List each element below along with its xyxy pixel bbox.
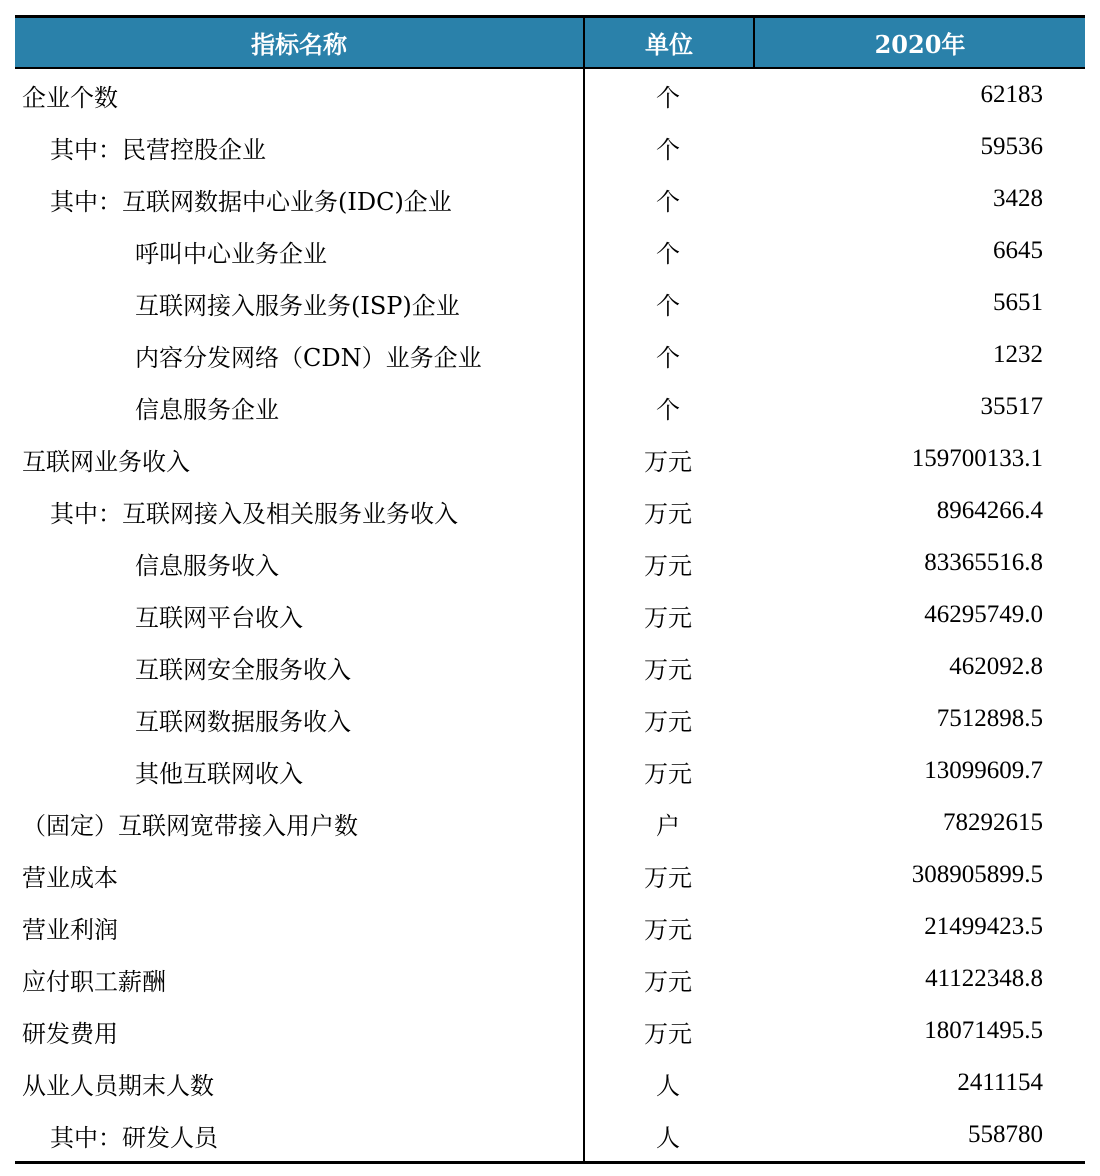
row-unit: 万元 bbox=[644, 759, 692, 788]
row-unit: 万元 bbox=[644, 707, 692, 736]
row-name: 其中：研发人员 bbox=[50, 1123, 218, 1152]
row-unit: 个 bbox=[656, 239, 680, 268]
row-unit: 户 bbox=[656, 811, 680, 840]
row-unit: 个 bbox=[656, 395, 680, 424]
row-unit: 万元 bbox=[644, 967, 692, 996]
row-value: 83365516.8 bbox=[924, 549, 1043, 576]
row-name: 营业成本 bbox=[22, 863, 118, 892]
row-name: 其中：互联网接入及相关服务业务收入 bbox=[50, 499, 458, 528]
table-header bbox=[15, 18, 1085, 67]
row-value: 8964266.4 bbox=[936, 497, 1043, 524]
table-row bbox=[15, 537, 1085, 589]
row-unit: 个 bbox=[656, 187, 680, 216]
row-name: 信息服务企业 bbox=[135, 395, 279, 424]
table-row bbox=[15, 277, 1085, 329]
row-value: 35517 bbox=[980, 393, 1043, 420]
table-row bbox=[15, 745, 1085, 797]
row-value: 41122348.8 bbox=[925, 965, 1043, 992]
table-row bbox=[15, 849, 1085, 901]
table-row bbox=[15, 381, 1085, 433]
row-value: 558780 bbox=[968, 1121, 1043, 1148]
row-unit: 万元 bbox=[644, 447, 692, 476]
row-value: 78292615 bbox=[943, 809, 1043, 836]
table-row bbox=[15, 485, 1085, 537]
table-row bbox=[15, 173, 1085, 225]
row-name: （固定）互联网宽带接入用户数 bbox=[22, 811, 358, 840]
table-row bbox=[15, 693, 1085, 745]
row-name: 互联网平台收入 bbox=[135, 603, 303, 632]
row-name: 互联网数据服务收入 bbox=[135, 707, 351, 736]
table-row bbox=[15, 901, 1085, 953]
row-name: 互联网安全服务收入 bbox=[135, 655, 351, 684]
column-divider bbox=[583, 69, 585, 1161]
row-value: 13099609.7 bbox=[924, 757, 1043, 784]
row-value: 308905899.5 bbox=[911, 861, 1043, 888]
table-row bbox=[15, 953, 1085, 1005]
row-value: 2411154 bbox=[957, 1069, 1043, 1096]
row-value: 46295749.0 bbox=[924, 601, 1043, 628]
table-row bbox=[15, 69, 1085, 121]
table-row bbox=[15, 329, 1085, 381]
table-row bbox=[15, 797, 1085, 849]
row-unit: 万元 bbox=[644, 551, 692, 580]
table-row bbox=[15, 1057, 1085, 1109]
row-value: 462092.8 bbox=[949, 653, 1043, 680]
row-name: 研发费用 bbox=[22, 1019, 118, 1048]
row-name: 其他互联网收入 bbox=[135, 759, 303, 788]
table-row bbox=[15, 641, 1085, 693]
bottom-rule bbox=[15, 1161, 1085, 1164]
row-unit: 个 bbox=[656, 343, 680, 372]
table-body bbox=[15, 69, 1085, 1161]
table-row bbox=[15, 589, 1085, 641]
table-row bbox=[15, 1109, 1085, 1161]
row-value: 21499423.5 bbox=[924, 913, 1043, 940]
row-name: 企业个数 bbox=[22, 83, 118, 112]
row-unit: 个 bbox=[656, 291, 680, 320]
row-name: 互联网业务收入 bbox=[22, 447, 190, 476]
statistics-table bbox=[15, 15, 1085, 1164]
row-value: 3428 bbox=[993, 185, 1043, 212]
table-row bbox=[15, 225, 1085, 277]
table-row bbox=[15, 1005, 1085, 1057]
row-name: 其中：民营控股企业 bbox=[50, 135, 266, 164]
row-value: 7512898.5 bbox=[936, 705, 1043, 732]
row-unit: 万元 bbox=[644, 915, 692, 944]
row-unit: 万元 bbox=[644, 863, 692, 892]
row-name: 其中：互联网数据中心业务(IDC)企业 bbox=[50, 187, 452, 216]
table-row bbox=[15, 433, 1085, 485]
row-value: 59536 bbox=[980, 133, 1043, 160]
row-value: 18071495.5 bbox=[924, 1017, 1043, 1044]
row-unit: 万元 bbox=[644, 499, 692, 528]
row-value: 1232 bbox=[993, 341, 1043, 368]
row-unit: 万元 bbox=[644, 603, 692, 632]
row-name: 内容分发网络（CDN）业务企业 bbox=[135, 343, 482, 372]
row-name: 互联网接入服务业务(ISP)企业 bbox=[135, 291, 460, 320]
row-unit: 个 bbox=[656, 135, 680, 164]
row-value: 62183 bbox=[980, 81, 1043, 108]
header-indicator-name: 指标名称 bbox=[15, 18, 585, 67]
header-year: 2020年 bbox=[874, 30, 966, 59]
row-name: 信息服务收入 bbox=[135, 551, 279, 580]
row-unit: 个 bbox=[656, 83, 680, 112]
row-value: 6645 bbox=[993, 237, 1043, 264]
table-row bbox=[15, 121, 1085, 173]
row-name: 呼叫中心业务企业 bbox=[135, 239, 327, 268]
row-unit: 万元 bbox=[644, 655, 692, 684]
row-name: 应付职工薪酬 bbox=[22, 967, 166, 996]
row-unit: 人 bbox=[656, 1123, 680, 1152]
row-value: 159700133.1 bbox=[911, 445, 1043, 472]
row-unit: 万元 bbox=[644, 1019, 692, 1048]
row-value: 5651 bbox=[993, 289, 1043, 316]
row-unit: 人 bbox=[656, 1071, 680, 1100]
row-name: 从业人员期末人数 bbox=[22, 1071, 214, 1100]
row-name: 营业利润 bbox=[22, 915, 118, 944]
header-unit: 单位 bbox=[585, 18, 755, 67]
